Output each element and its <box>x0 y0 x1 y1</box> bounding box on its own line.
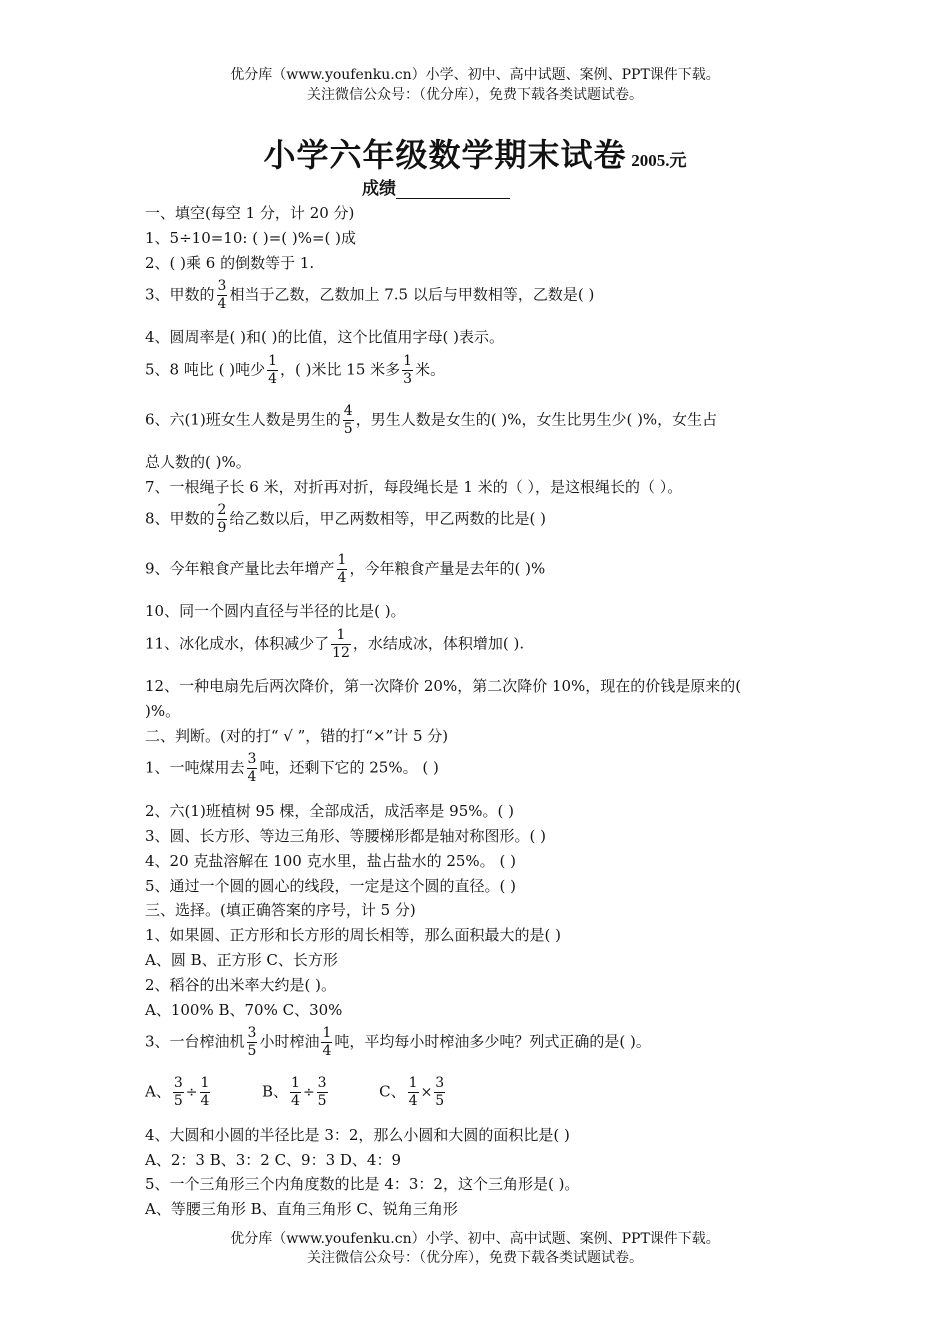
fraction: $\frac{1}{4}$ <box>408 1075 418 1109</box>
question-1-11: 11、冰化成水，体积减少了 $\frac{1}{12}$ ，水结成冰，体积增加( ). <box>145 627 525 661</box>
fraction: $\frac{1}{12}$ <box>332 627 350 661</box>
question-1-1: 1、5÷10=10: ( )=( )%=( )成 <box>145 229 357 247</box>
header-line-2: 关注微信公众号：（优分库），免费下载各类试题试卷。 <box>307 87 643 103</box>
question-2-5: 5、通过一个圆的圆心的线段，一定是这个圆的直径。( ) <box>145 877 517 895</box>
header-line-1: 优分库（www.youfenku.cn）小学、初中、高中试题、案例、PPT课件下载。 <box>230 67 720 83</box>
question-1-6: 6、六(1)班女生人数是男生的 $\frac{4}{5}$ ，男生人数是女生的( )%，女生比男生少( )%，女生占 <box>145 403 718 437</box>
fraction: $\frac{3}{5}$ <box>317 1075 327 1109</box>
question-1-5: 5、8 吨比 ( )吨少 $\frac{1}{4}$ ，( )米比 15 米多 $\frac{1}{3}$ 米。 <box>145 353 446 387</box>
footer-line-2: 关注微信公众号：（优分库），免费下载各类试题试卷。 <box>307 1250 643 1266</box>
question-2-4: 4、20 克盐溶解在 100 克水里，盐占盐水的 25%。 ( ) <box>145 852 516 870</box>
question-3-2: 2、稻谷的出米率大约是( )。 <box>145 976 337 994</box>
question-1-10: 10、同一个圆内直径与半径的比是( )。 <box>145 602 406 620</box>
section-2-heading: 二、判断。(对的打“ √ ”，错的打“×”计 5 分) <box>145 727 449 745</box>
fraction: $\frac{3}{4}$ <box>247 751 257 785</box>
question-1-2: 2、( )乘 6 的倒数等于 1. <box>145 254 315 272</box>
fraction: $\frac{1}{3}$ <box>403 353 413 387</box>
question-2-3: 3、圆、长方形、等边三角形、等腰梯形都是轴对称图形。( ) <box>145 827 547 845</box>
question-1-6-cont: 总人数的( )%。 <box>145 453 251 471</box>
question-3-1-options: A、圆 B、正方形 C、长方形 <box>145 951 338 969</box>
question-1-9: 9、今年粮食产量比去年增产 $\frac{1}{4}$ ，今年粮食产量是去年的( )% <box>145 552 546 586</box>
question-1-8: 8、甲数的 $\frac{2}{9}$ 给乙数以后，甲乙两数相等，甲乙两数的比是( ) <box>145 502 546 536</box>
section-1-heading: 一、填空(每空 1 分，计 20 分) <box>145 204 355 222</box>
page-title <box>0 130 950 176</box>
fraction: $\frac{3}{5}$ <box>247 1025 257 1059</box>
fraction: $\frac{1}{4}$ <box>291 1075 300 1109</box>
question-3-3-options: A、 $\frac{3}{5}$ ÷ $\frac{1}{4}$ B、 $\frac{1}{4}$ ÷ $\frac{3}{5}$ C、 $\frac{1}{4}$ × $\frac{3}{5}$ <box>145 1075 445 1109</box>
question-3-5: 5、一个三角形三个内角度数的比是 4：3：2，这个三角形是( )。 <box>145 1175 580 1193</box>
fraction: $\frac{3}{5}$ <box>435 1075 445 1109</box>
fraction: $\frac{1}{4}$ <box>200 1075 210 1109</box>
fraction: $\frac{4}{5}$ <box>343 403 353 437</box>
question-3-4-options: A、2：3 B、3：2 C、9：3 D、4：9 <box>145 1151 402 1169</box>
question-1-12-cont: )%。 <box>145 702 181 720</box>
footer-line-1: 优分库（www.youfenku.cn）小学、初中、高中试题、案例、PPT课件下载。 <box>230 1231 720 1247</box>
question-3-4: 4、大圆和小圆的半径比是 3：2，那么小圆和大圆的面积比是( ) <box>145 1126 570 1144</box>
score-label: 成绩 <box>362 179 396 199</box>
fraction: $\frac{3}{5}$ <box>173 1075 183 1109</box>
fraction: $\frac{1}{4}$ <box>268 353 278 387</box>
fraction: $\frac{2}{9}$ <box>217 502 227 536</box>
fraction: $\frac{1}{4}$ <box>337 552 347 586</box>
question-1-4: 4、圆周率是( )和( )的比值，这个比值用字母( )表示。 <box>145 328 504 346</box>
question-1-7: 7、一根绳子长 6 米，对折再对折，每段绳长是 1 米的（ ），是这根绳长的（ ）。 <box>145 478 683 496</box>
fraction: $\frac{1}{4}$ <box>322 1025 332 1059</box>
question-2-1: 1、一吨煤用去 $\frac{3}{4}$ 吨，还剩下它的 25%。 ( ) <box>145 751 439 785</box>
question-2-2: 2、六(1)班植树 95 棵，全部成活，成活率是 95%。( ) <box>145 802 514 820</box>
fraction: $\frac{3}{4}$ <box>217 278 227 312</box>
score-blank-line <box>396 180 510 199</box>
section-3-heading: 三、选择。(填正确答案的序号，计 5 分) <box>145 901 416 919</box>
question-3-2-options: A、100% B、70% C、30% <box>145 1001 343 1019</box>
question-1-3: 3、甲数的 $\frac{3}{4}$ 相当于乙数，乙数加上 7.5 以后与甲数相等，乙数是( ) <box>145 278 595 312</box>
question-3-3: 3、一台榨油机 $\frac{3}{5}$ 小时榨油 $\frac{1}{4}$ 吨，平均每小时榨油多少吨？列式正确的是( )。 <box>145 1025 651 1059</box>
question-3-1: 1、如果圆、正方形和长方形的周长相等，那么面积最大的是( ) <box>145 926 562 944</box>
question-3-5-options: A、等腰三角形 B、直角三角形 C、锐角三角形 <box>145 1200 458 1218</box>
title-year: 2005.元 <box>631 151 687 170</box>
score-field <box>362 174 510 199</box>
title-main: 小学六年级数学期末试卷 <box>263 136 627 174</box>
question-1-12: 12、一种电扇先后两次降价，第一次降价 20%，第二次降价 10%，现在的价钱是原来的( <box>145 677 742 695</box>
